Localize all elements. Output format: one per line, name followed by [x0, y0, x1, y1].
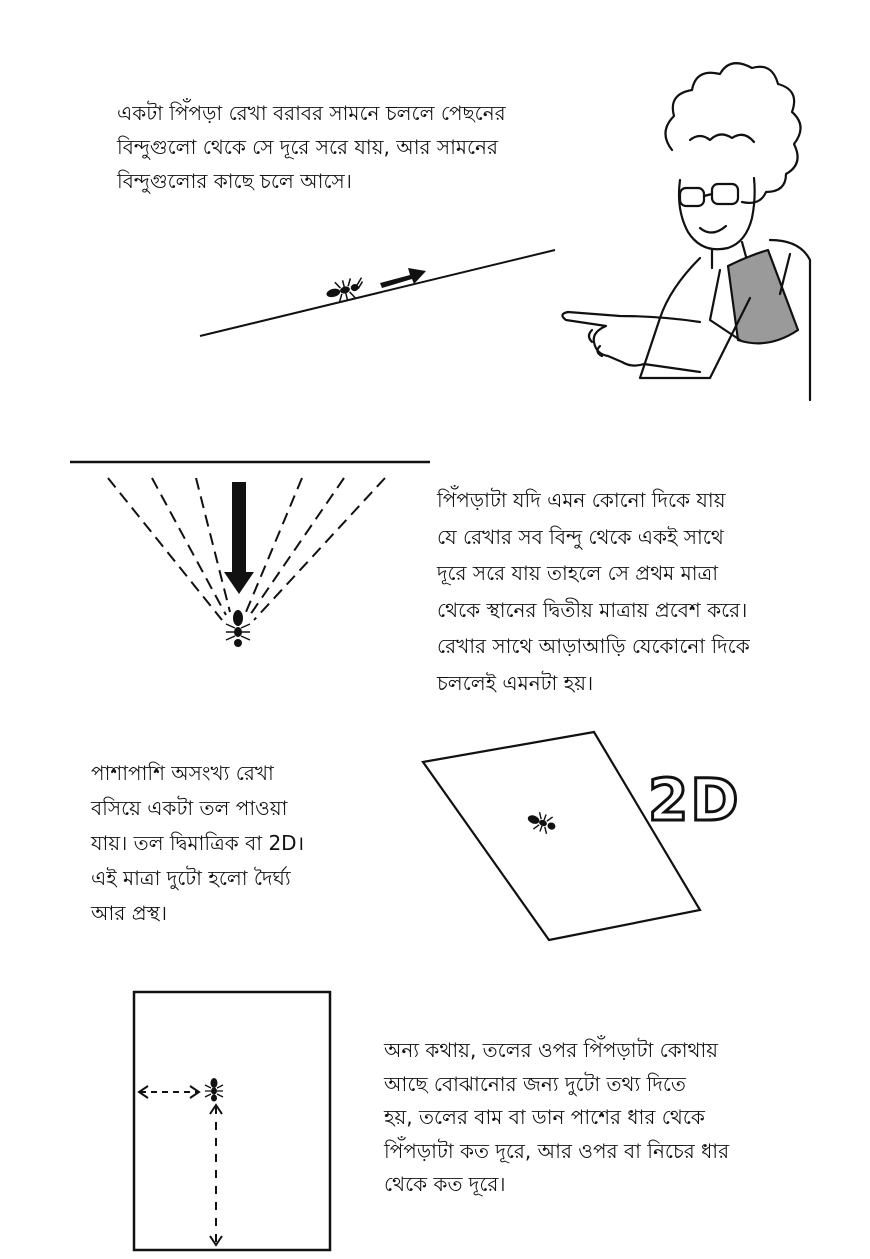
ant-icon: [525, 809, 558, 836]
text-line: আর প্রস্থ।: [91, 901, 168, 925]
plane-rectangle: [134, 992, 330, 1250]
text-line: বিন্দুগুলো থেকে সে দূরে সরে যায়, আর সামনের: [117, 135, 498, 159]
text-line: হয়, তলের বাম বা ডান পাশের ধার থেকে: [384, 1105, 705, 1129]
text-line: বিন্দুগুলোর কাছে চলে আসে।: [117, 169, 352, 193]
horizontal-distance-arrow: [139, 1086, 199, 1098]
arrow-down-icon: [224, 482, 254, 594]
text-line: যে রেখার সব বিন্দু থেকে একই সাথে: [437, 524, 724, 549]
plane-2d: [423, 732, 700, 940]
arm: [562, 312, 700, 372]
text-line: বসিয়ে একটা তল পাওয়া: [91, 796, 288, 820]
text-line: এই মাত্রা দুটো হলো দৈর্ঘ্য: [91, 866, 291, 890]
shirt: [728, 250, 798, 343]
text-line: একটা পিঁপড়া রেখা বরাবর সামনে চললে পেছনের: [117, 101, 506, 125]
text-line: থেকে কত দূরে।: [384, 1172, 506, 1196]
text-line: থেকে স্থানের দ্বিতীয় মাত্রায় প্রবেশ করে।: [437, 597, 748, 622]
ant-icon: [226, 610, 250, 647]
hair: [665, 63, 800, 203]
text-line: চললেই এমনটা হয়।: [437, 670, 594, 695]
badge-2d: 2D: [648, 766, 741, 834]
paragraph-plane-2d: [91, 756, 304, 931]
text-line: আছে বোঝানোর জন্য দুটো তথ্য দিতে: [384, 1071, 686, 1096]
text-line: অন্য কথায়, তলের ওপর পিঁপড়াটা কোথায়: [384, 1038, 719, 1062]
ant-icon: [205, 1078, 223, 1102]
text-line: রেখার সাথে আড়াআড়ি যেকোনো দিকে: [437, 634, 750, 658]
coat: [640, 240, 810, 400]
text-line: যায়। তল দ্বিমাত্রিক বা 2D।: [91, 831, 305, 855]
text-line: পিঁপড়াটা যদি এমন কোনো দিকে যায়: [437, 488, 726, 512]
text-line: পাশাপাশি অসংখ্য রেখা: [91, 761, 274, 785]
face: [679, 178, 755, 249]
ant-icon: [324, 276, 366, 305]
vertical-distance-arrow: [210, 1105, 222, 1245]
arrow-right-icon: [380, 268, 426, 288]
line-1d: [200, 250, 555, 336]
text-line: দূরে সরে যায় তাহলে সে প্রথম মাত্রা: [437, 561, 719, 585]
paragraph-second-dimension: [437, 482, 750, 701]
paragraph-position-on-plane: [384, 1034, 729, 1202]
paragraph-ant-on-line: [117, 96, 506, 198]
text-line: পিঁপড়াটা কত দূরে, আর ওপর বা নিচের ধার: [384, 1138, 730, 1163]
